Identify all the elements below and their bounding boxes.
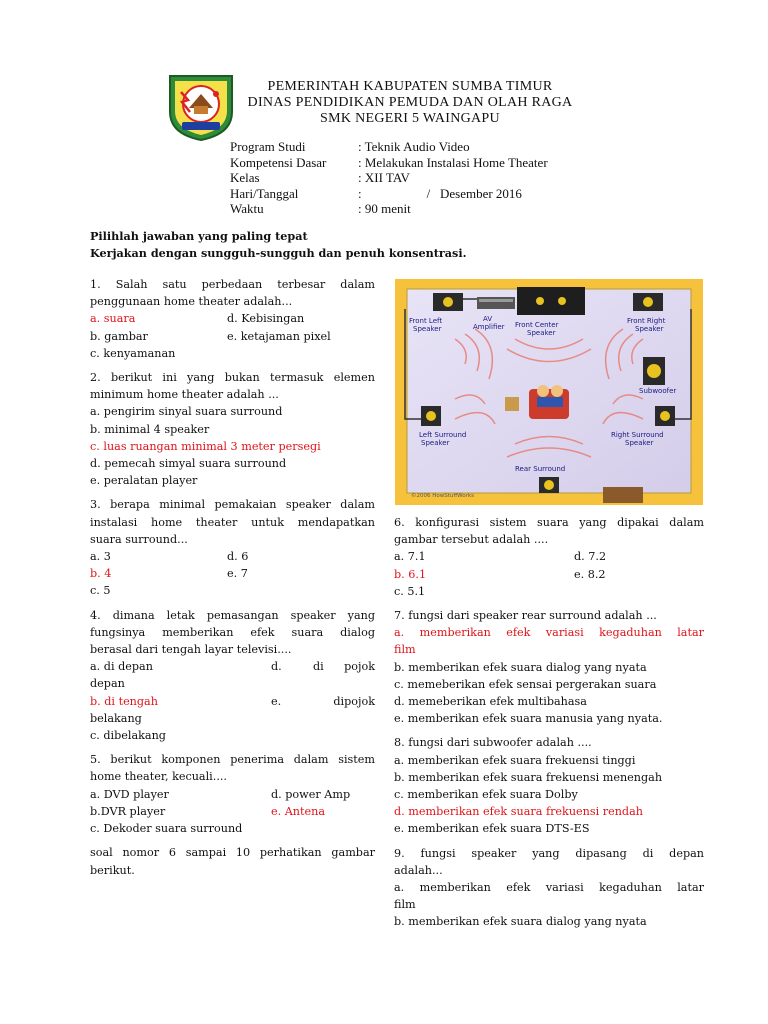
option-a-answer-cont: film — [394, 643, 416, 657]
option-c: c. Dekoder suara surround — [90, 822, 243, 836]
label-front-left: Front Left — [409, 317, 443, 325]
label-copyright: ©2006 HowStuffWorks — [411, 493, 474, 499]
option-b: b. memberikan efek suara dialog yang nyata — [394, 915, 647, 929]
note-line: soal nomor 6 sampai 10 perhatikan gambar — [90, 846, 375, 860]
option-c: c. memberikan efek suara Dolby — [394, 788, 578, 802]
option-e: e. memberikan efek suara manusia yang nyata. — [394, 712, 663, 726]
question-stem: 2. berikut ini yang bukan termasuk elemen — [90, 371, 375, 385]
option-d-cont: depan — [90, 677, 125, 691]
option-a: a. 3 — [90, 550, 111, 564]
question-stem: penggunaan home theater adalah... — [90, 295, 293, 309]
question-stem: 5. berikut komponen penerima dalam sistem — [90, 753, 375, 767]
header-line-2: DINAS PENDIDIKAN PEMUDA DAN OLAH RAGA — [247, 95, 573, 110]
option-e: e. ketajaman pixel — [227, 329, 331, 343]
option-e-cont: belakang — [90, 711, 142, 725]
option-d: d. 6 — [227, 550, 249, 564]
header-line-1: PEMERINTAH KABUPATEN SUMBA TIMUR — [267, 79, 553, 94]
exam-info — [230, 139, 548, 217]
option-a: a. di depan — [90, 660, 153, 674]
info-row — [230, 186, 548, 202]
question-stem: adalah... — [394, 863, 443, 877]
question-stem: 4. dimana letak pemasangan speaker yang — [90, 608, 375, 622]
info-label: Waktu — [230, 201, 264, 216]
option-a-cont: film — [394, 898, 416, 912]
option-d-answer: d. memberikan efek suara frekuensi rendah — [394, 805, 643, 819]
label-subwoofer: Subwoofer — [639, 387, 677, 395]
option-d: d. 7.2 — [574, 550, 607, 564]
info-value: : 90 menit — [358, 201, 411, 216]
question-stem: minimum home theater adalah ... — [90, 388, 279, 402]
option-e-letter: e. — [271, 694, 282, 708]
question-7 — [394, 607, 704, 727]
info-row — [230, 170, 548, 186]
option-b: b. gambar — [90, 329, 148, 343]
left-column — [90, 276, 375, 879]
option-d: d. pemecah simyal suara surround — [90, 457, 287, 471]
option-b-answer: b. di tengah — [90, 694, 158, 708]
question-4 — [90, 607, 375, 745]
option-c: c. 5 — [90, 584, 111, 598]
question-stem: 7. fungsi dari speaker rear surround adalah ... — [394, 609, 657, 623]
question-stem: home theater, kecuali.... — [90, 770, 227, 784]
option-d: d. Kebisingan — [227, 312, 305, 326]
option-c: c. memeberikan efek sensai pergerakan suara — [394, 677, 657, 691]
option-d: d. power Amp — [271, 787, 351, 801]
info-label: Kelas — [230, 170, 260, 185]
label-left-surround: Left Surround — [419, 431, 467, 439]
info-row — [230, 201, 548, 217]
option-e: e. 7 — [227, 567, 248, 581]
option-a: a. memberikan efek suara frekuensi tinggi — [394, 753, 636, 767]
note — [90, 844, 375, 878]
option-e: e. 8.2 — [574, 567, 606, 581]
option-b: b. minimal 4 speaker — [90, 422, 210, 436]
question-stem: 3. berapa minimal pemakaian speaker dalam — [90, 498, 375, 512]
info-value: : Teknik Audio Video — [358, 139, 470, 154]
question-stem: instalasi home theater untuk mendapatkan — [90, 515, 375, 529]
info-label: Kompetensi Dasar — [230, 154, 327, 170]
question-stem: 1. Salah satu perbedaan terbesar dalam — [90, 278, 375, 291]
option-a: a. pengirim sinyal suara surround — [90, 405, 283, 419]
svg-text:Speaker: Speaker — [421, 439, 450, 447]
instruction-1: Pilihlah jawaban yang paling tepat — [90, 229, 308, 243]
label-av-amplifier: AV — [483, 315, 493, 323]
option-a: a. memberikan efek variasi kegaduhan latar — [394, 881, 704, 895]
question-9 — [394, 845, 704, 931]
right-column — [394, 514, 704, 931]
question-stem: gambar tersebut adalah .... — [394, 533, 549, 547]
info-value: : Melakukan Instalasi Home Theater — [358, 154, 548, 170]
question-stem: 6. konfigurasi sistem suara yang dipakai dalam — [394, 516, 704, 529]
label-front-right: Front Right — [627, 317, 666, 325]
question-2 — [90, 369, 375, 489]
svg-text:Amplifier: Amplifier — [473, 323, 505, 331]
info-row — [230, 155, 548, 171]
option-e: e. memberikan efek suara DTS-ES — [394, 822, 590, 836]
option-a: a. DVD player — [90, 787, 169, 801]
note-line: berikut. — [90, 863, 135, 877]
question-8 — [394, 734, 704, 837]
info-value: : XII TAV — [358, 170, 410, 185]
question-5 — [90, 751, 375, 837]
option-b-answer: b. 6.1 — [394, 567, 427, 581]
question-stem: 8. fungsi dari subwoofer adalah .... — [394, 736, 592, 750]
label-front-center: Front Center — [515, 321, 559, 329]
option-d-letter: d. — [271, 660, 282, 674]
option-a: a. 7.1 — [394, 550, 426, 564]
question-stem: berasal dari tengah layar televisi.... — [90, 643, 292, 657]
info-label: Hari/Tanggal — [230, 185, 299, 201]
home-theater-diagram — [395, 279, 703, 505]
option-c-answer: c. luas ruangan minimal 3 meter persegi — [90, 439, 321, 453]
option-d-part: pojok — [344, 660, 375, 674]
option-e-answer: e. Antena — [271, 804, 326, 818]
question-stem: fungsinya memberikan efek suara dialog — [90, 625, 375, 639]
option-e-part: dipojok — [333, 694, 375, 708]
option-d: d. memeberikan efek multibahasa — [394, 695, 587, 709]
question-stem: 9. fungsi speaker yang dipasang di depan — [394, 846, 704, 860]
option-c: c. dibelakang — [90, 729, 166, 743]
svg-text:Speaker: Speaker — [635, 325, 664, 333]
question-3 — [90, 496, 375, 599]
svg-text:Speaker: Speaker — [625, 439, 654, 447]
option-b: b. memberikan efek suara frekuensi menengah — [394, 770, 663, 784]
question-1 — [90, 276, 375, 362]
option-a-answer: a. memberikan efek variasi kegaduhan latar — [394, 626, 704, 640]
question-6 — [394, 514, 704, 600]
question-stem: suara surround... — [90, 532, 188, 546]
option-d-part: di — [313, 660, 324, 674]
svg-text:Speaker: Speaker — [413, 325, 442, 333]
option-b: b.DVR player — [90, 804, 166, 818]
header-line-3: SMK NEGERI 5 WAINGAPU — [320, 111, 500, 126]
label-right-surround: Right Surround — [611, 431, 664, 439]
info-row — [230, 139, 548, 155]
option-c: c. kenyamanan — [90, 346, 176, 360]
option-a-answer: a. suara — [90, 312, 136, 326]
svg-text:Speaker: Speaker — [527, 329, 556, 337]
label-rear-surround: Rear Surround — [515, 465, 566, 473]
option-b: b. memberikan efek suara dialog yang nyata — [394, 660, 647, 674]
info-label: Program Studi — [230, 139, 306, 154]
option-c: c. 5.1 — [394, 584, 426, 598]
option-b-answer: b. 4 — [90, 567, 112, 581]
instruction-2: Kerjakan dengan sungguh-sungguh dan penuh konsentrasi. — [90, 246, 467, 260]
option-e: e. peralatan player — [90, 474, 198, 488]
info-value: : / Desember 2016 — [358, 185, 522, 201]
